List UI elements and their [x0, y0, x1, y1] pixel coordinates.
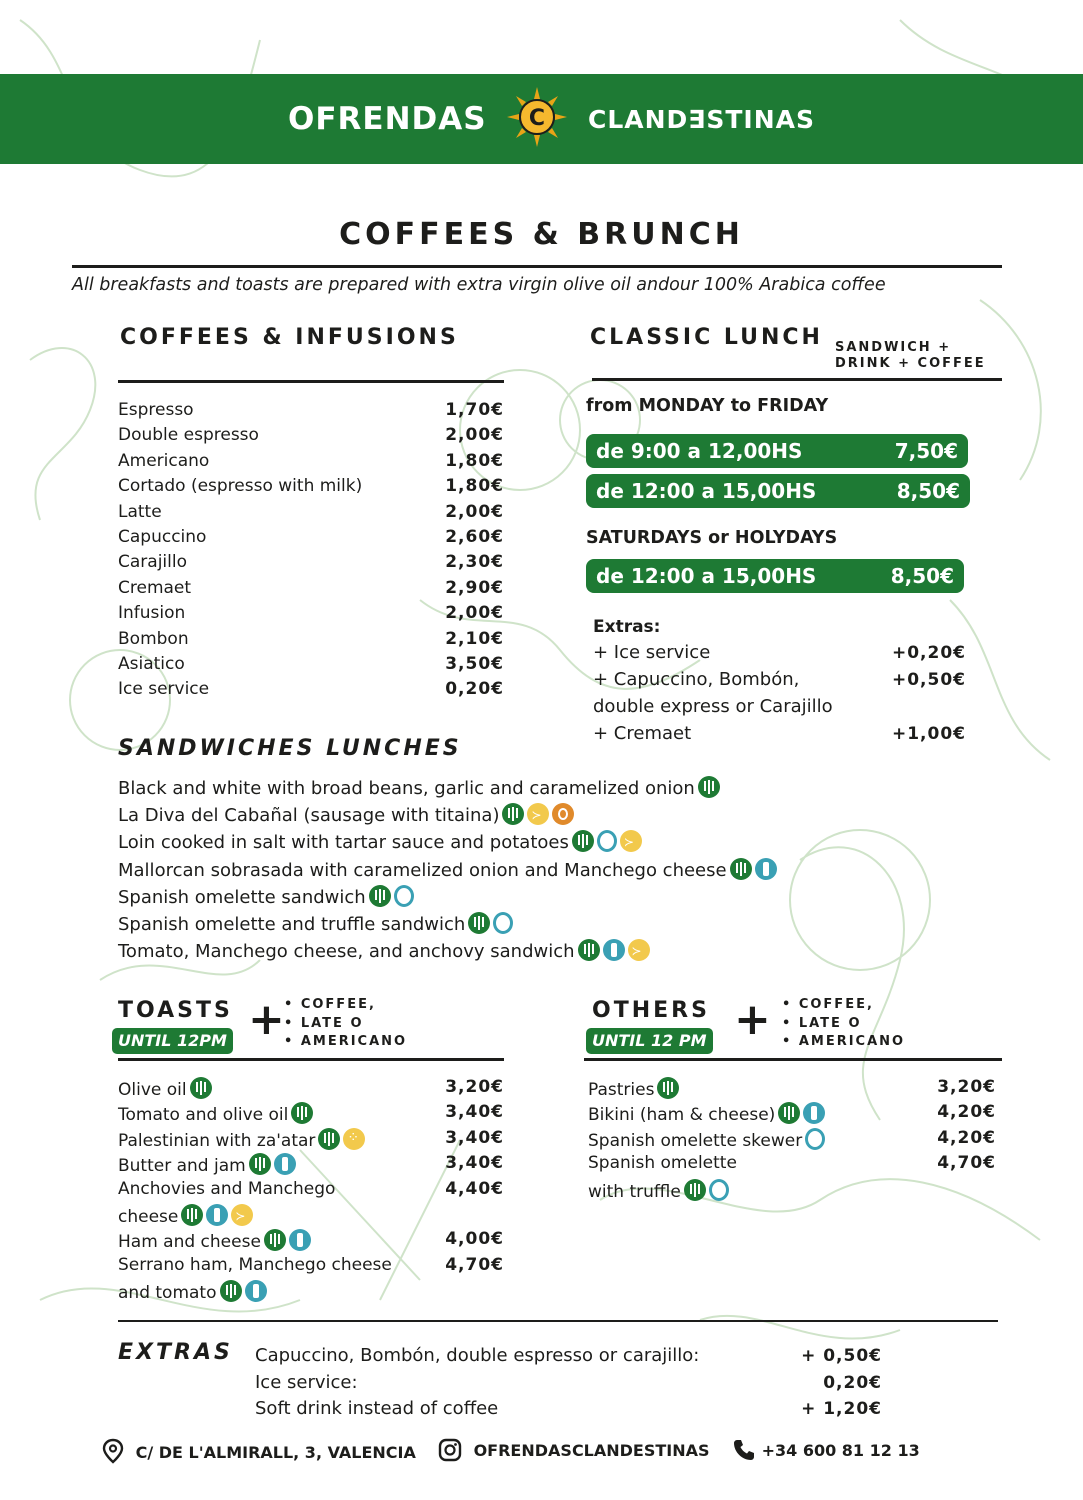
egg-allergen-icon — [493, 912, 513, 934]
sandwich-item — [118, 885, 414, 908]
menu-item-name: Olive oil — [118, 1080, 187, 1100]
menu-item-line — [588, 1153, 737, 1173]
coffee-item-name: Infusion — [118, 603, 186, 624]
weekday-slot-2 — [586, 474, 970, 508]
coffee-item-name: Ice service — [118, 679, 210, 700]
coffee-item-name: Asiatico — [118, 654, 185, 674]
extra-item-name: Soft drink instead of coffee — [255, 1398, 499, 1419]
menu-item-name: Ham and cheese — [118, 1232, 261, 1253]
gluten-allergen-icon — [502, 803, 524, 825]
gluten-allergen-icon — [190, 1077, 212, 1099]
menu-item-line — [118, 1229, 311, 1252]
others-title: OTHERS — [592, 998, 710, 1023]
sandwich-item-name: Tomato, Manchego cheese, and anchovy sandwich — [118, 941, 575, 963]
menu-item-line — [118, 1102, 313, 1125]
sandwich-item — [118, 830, 642, 853]
sandwich-item-name: Spanish omelette and truffle sandwich — [118, 914, 466, 935]
menu-item-price: 3,20€ — [445, 1077, 504, 1097]
menu-item-name: cheese — [118, 1207, 179, 1227]
menu-item-line — [588, 1179, 729, 1202]
menu-item-name: Tomato and olive oil — [118, 1105, 289, 1126]
sun-logo-icon — [505, 85, 569, 149]
menu-item-line — [118, 1153, 296, 1176]
location-pin-icon — [102, 1438, 124, 1464]
gluten-allergen-icon — [181, 1204, 203, 1226]
slot-price: 7,50€ — [894, 439, 958, 463]
include-bullet: • COFFEE, — [284, 997, 376, 1012]
coffee-item-price: 1,80€ — [445, 450, 504, 471]
slot-time: de 12:00 a 15,00HS — [596, 564, 817, 588]
gluten-allergen-icon — [291, 1102, 313, 1124]
milk-allergen-icon — [803, 1102, 825, 1124]
coffee-item-price: 2,90€ — [445, 577, 504, 598]
sandwich-item — [118, 858, 777, 881]
address — [102, 1438, 416, 1464]
others-time-badge: UNTIL 12 PM — [586, 1028, 713, 1054]
lunch-subtitle-1: SANDWICH + — [835, 340, 952, 355]
menu-item-line — [118, 1204, 253, 1227]
sandwich-item — [118, 912, 513, 935]
slot-time: de 9:00 a 12,00HS — [596, 439, 803, 463]
coffee-item-name: Capuccino — [118, 527, 207, 547]
slot-time: de 12:00 a 15,00HS — [596, 479, 817, 503]
sandwich-item-name: Black and white with broad beans, garlic and caramelized onion — [118, 778, 695, 799]
brand-name-right: CLAND∃STINAS — [588, 105, 816, 134]
menu-item-price: 3,20€ — [937, 1077, 996, 1097]
sandwich-item-name: Loin cooked in salt with tartar sauce and potatoes — [118, 832, 569, 854]
include-bullet: • AMERICANO — [284, 1034, 408, 1049]
fish-allergen-icon — [231, 1204, 253, 1226]
sandwich-item — [118, 939, 650, 962]
menu-item-line — [588, 1128, 825, 1151]
menu-item-price: 4,20€ — [937, 1127, 996, 1148]
sandwich-item-name: La Diva del Cabañal (sausage with titaina) — [118, 805, 500, 827]
slot-price: 8,50€ — [890, 564, 954, 588]
menu-item-name: with truffle — [588, 1181, 681, 1202]
extras-divider — [118, 1320, 998, 1322]
menu-item-line — [118, 1255, 392, 1275]
title-divider — [72, 265, 1002, 268]
extra-item-price: + 1,20€ — [801, 1399, 882, 1419]
others-plus-icon: + — [734, 994, 771, 1045]
coffee-item-price: 0,20€ — [445, 679, 504, 700]
menu-item-name: Palestinian with za'atar — [118, 1130, 316, 1151]
toasts-time-badge: UNTIL 12PM — [112, 1028, 233, 1054]
gluten-allergen-icon — [318, 1128, 340, 1150]
gluten-allergen-icon — [572, 830, 594, 852]
menu-item-price: 3,40€ — [445, 1102, 504, 1123]
instagram-handle: OFRENDASCLANDESTINAS — [473, 1441, 710, 1460]
menu-item-price: 4,00€ — [445, 1229, 504, 1250]
gluten-allergen-icon — [468, 912, 490, 934]
menu-item-name: Serrano ham, Manchego cheese — [118, 1254, 392, 1275]
instagram[interactable] — [438, 1438, 710, 1462]
coffee-item-name: Double espresso — [118, 425, 259, 446]
menu-item-name: Pastries — [588, 1080, 655, 1100]
logo-letter: C — [528, 106, 546, 131]
menu-item-name: Anchovies and Manchego — [118, 1178, 336, 1199]
milk-allergen-icon — [206, 1204, 228, 1226]
sandwich-item-name: Mallorcan sobrasada with caramelized onion and Manchego cheese — [118, 859, 727, 881]
extra-item-price: 0,20€ — [823, 1372, 882, 1393]
weekend-label: SATURDAYS or HOLYDAYS — [586, 528, 838, 548]
menu-item-name: Butter and jam — [118, 1156, 246, 1177]
include-bullet: • LATE O — [284, 1015, 364, 1031]
coffee-item-price: 2,60€ — [445, 527, 504, 547]
coffee-item-price: 2,00€ — [445, 603, 504, 624]
instagram-icon — [438, 1438, 462, 1462]
fish-allergen-icon — [620, 830, 642, 852]
extras-title: EXTRAS — [118, 1340, 233, 1365]
gluten-allergen-icon — [778, 1102, 800, 1124]
menu-item-price: 4,20€ — [937, 1102, 996, 1123]
brand-name-left: OFRENDAS — [288, 101, 487, 137]
menu-item-price: 3,40€ — [445, 1153, 504, 1174]
phone-number: +34 600 81 12 13 — [761, 1441, 920, 1460]
lunch-title: CLASSIC LUNCH — [590, 325, 823, 350]
weekday-label: from MONDAY to FRIDAY — [586, 396, 829, 416]
phone-icon — [732, 1438, 756, 1462]
menu-item-line — [118, 1077, 212, 1100]
gluten-allergen-icon — [657, 1077, 679, 1099]
lunch-extra-name: + Cremaet — [593, 723, 692, 744]
coffee-item-price: 1,70€ — [445, 400, 504, 420]
milk-allergen-icon — [274, 1153, 296, 1175]
menu-item-name: Spanish omelette skewer — [588, 1130, 803, 1151]
tagline: All breakfasts and toasts are prepared with extra virgin olive oil andour 100% Arabica coffee — [72, 275, 886, 295]
coffee-item-name: Cortado (espresso with milk) — [118, 476, 363, 497]
milk-allergen-icon — [245, 1280, 267, 1302]
gluten-allergen-icon — [684, 1179, 706, 1201]
egg-allergen-icon — [394, 885, 414, 907]
toasts-divider — [118, 1058, 504, 1061]
sandwiches-title: SANDWICHES LUNCHES — [118, 736, 462, 761]
menu-item-price: 4,70€ — [445, 1254, 504, 1275]
coffee-item-price: 2,10€ — [445, 628, 504, 649]
extra-item-price: + 0,50€ — [801, 1346, 882, 1366]
slot-price: 8,50€ — [896, 479, 960, 503]
coffee-item-price: 2,00€ — [445, 425, 504, 446]
sandwich-item-name: Spanish omelette sandwich — [118, 886, 366, 908]
weekend-slot — [586, 559, 964, 593]
gluten-allergen-icon — [698, 776, 720, 798]
menu-item-price: 4,40€ — [445, 1178, 504, 1199]
sesame-allergen-icon — [343, 1128, 365, 1150]
lunch-extra-name: + Capuccino, Bombón, — [593, 669, 800, 690]
coffee-item-price: 2,30€ — [445, 552, 504, 573]
weekday-slot-1 — [586, 434, 968, 468]
fish-allergen-icon — [527, 803, 549, 825]
coffee-item-name: Bombon — [118, 628, 189, 649]
include-bullet: • AMERICANO — [782, 1034, 906, 1049]
gluten-allergen-icon — [730, 858, 752, 880]
menu-item-name: and tomato — [118, 1283, 217, 1304]
coffee-item-name: Carajillo — [118, 552, 187, 573]
include-bullet: • LATE O — [782, 1015, 862, 1031]
include-bullet: • COFFEE, — [782, 997, 874, 1012]
lunch-extra-name: + Ice service — [593, 642, 711, 663]
gluten-allergen-icon — [249, 1153, 271, 1175]
fish-allergen-icon — [628, 939, 650, 961]
coffee-item-name: Espresso — [118, 400, 194, 420]
coffees-divider — [118, 380, 504, 383]
toasts-title: TOASTS — [118, 998, 233, 1023]
address-text: C/ DE L'ALMIRALL, 3, VALENCIA — [135, 1443, 416, 1462]
lunch-extras-label: Extras: — [593, 617, 661, 637]
menu-item-line — [118, 1128, 365, 1151]
menu-item-line — [588, 1077, 679, 1100]
milk-allergen-icon — [289, 1229, 311, 1251]
lunch-extra-price: +1,00€ — [891, 724, 966, 744]
menu-item-line — [588, 1102, 825, 1125]
lunch-extra-price: +0,50€ — [891, 670, 966, 690]
milk-allergen-icon — [603, 939, 625, 961]
sandwich-item — [118, 776, 720, 799]
lunch-divider — [592, 378, 1002, 381]
gluten-allergen-icon — [578, 939, 600, 961]
coffee-item-price: 2,00€ — [445, 501, 504, 522]
menu-item-price: 3,40€ — [445, 1127, 504, 1148]
coffee-item-name: Americano — [118, 450, 210, 471]
sandwich-item — [118, 803, 574, 826]
phone[interactable] — [732, 1438, 920, 1462]
coffee-item-price: 1,80€ — [445, 476, 504, 497]
toasts-plus-icon: + — [248, 994, 285, 1045]
coffee-item-price: 3,50€ — [445, 654, 504, 674]
coffee-item-name: Cremaet — [118, 577, 192, 598]
milk-allergen-icon — [755, 858, 777, 880]
gluten-allergen-icon — [264, 1229, 286, 1251]
gluten-allergen-icon — [369, 885, 391, 907]
menu-item-name: Spanish omelette — [588, 1153, 737, 1174]
lunch-subtitle-2: DRINK + COFFEE — [835, 356, 986, 371]
menu-item-line — [118, 1280, 267, 1303]
gluten-allergen-icon — [220, 1280, 242, 1302]
menu-item-line — [118, 1179, 335, 1199]
extra-item-name: Capuccino, Bombón, double espresso or carajillo: — [255, 1345, 700, 1366]
coffees-title: COFFEES & INFUSIONS — [120, 325, 459, 350]
egg-allergen-icon — [597, 830, 617, 852]
menu-item-name: Bikini (ham & cheese) — [588, 1105, 776, 1126]
lunch-extra-name: double express or Carajillo — [593, 696, 833, 717]
nut-allergen-icon — [552, 803, 574, 825]
menu-item-price: 4,70€ — [937, 1153, 996, 1174]
egg-allergen-icon — [709, 1179, 729, 1201]
egg-allergen-icon — [805, 1128, 825, 1150]
lunch-extra-price: +0,20€ — [891, 643, 966, 663]
page-title: COFFEES & BRUNCH — [339, 217, 744, 252]
extra-item-name: Ice service: — [255, 1371, 358, 1393]
others-divider — [584, 1058, 1002, 1061]
coffee-item-name: Latte — [118, 501, 162, 522]
